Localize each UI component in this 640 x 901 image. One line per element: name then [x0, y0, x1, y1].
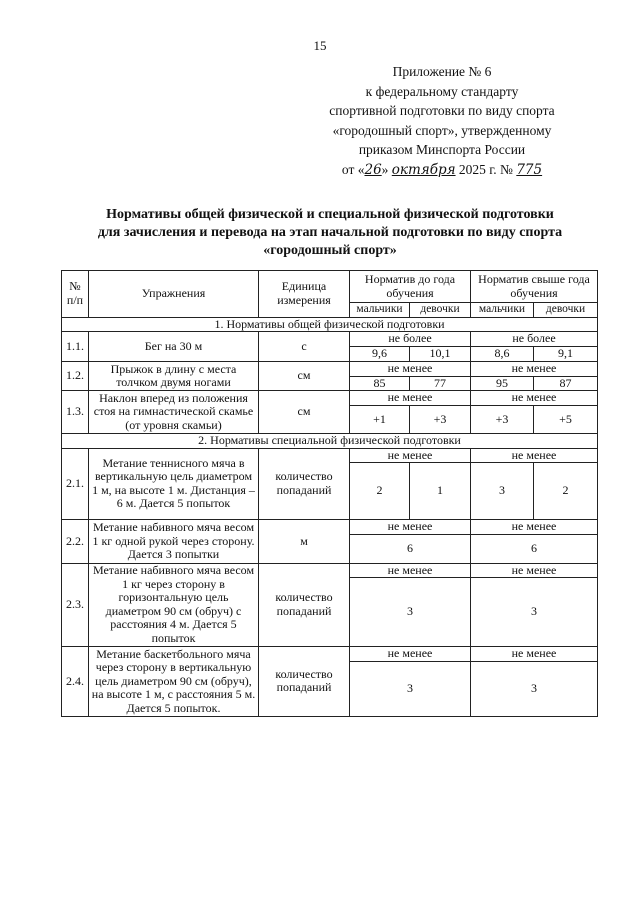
row-num: 1.1. [62, 332, 89, 362]
unit: количество попаданий [259, 563, 350, 647]
appendix-header [282, 62, 602, 180]
value-cell: 9,1 [534, 346, 598, 362]
title-line: для зачисления и перевода на этап начальной подготовки по виду спорта [97, 225, 563, 240]
condition: не менее [350, 391, 471, 406]
appendix-line: Приложение № 6 [392, 64, 492, 79]
value-cell: 95 [471, 376, 534, 391]
value-cell: 85 [350, 376, 410, 391]
value-cell: 8,6 [471, 346, 534, 362]
exercise-name: Метание набивного мяча весом 1 кг через сторону в горизонтальную цель диаметром 90 см (обруч) с расстояния 4 м. Дается 5 попыток [89, 563, 259, 647]
section-heading: 2. Нормативы специальной физической подготовки [62, 434, 598, 449]
value-cell: +1 [350, 406, 410, 434]
unit: количество попаданий [259, 448, 350, 520]
header-girls: девочки [410, 303, 471, 318]
unit: количество попаданий [259, 647, 350, 717]
condition: не менее [471, 391, 598, 406]
condition: не менее [350, 520, 471, 535]
date-prefix: от « [341, 161, 365, 177]
title-line: «городошный спорт» [263, 243, 397, 258]
row-num: 2.4. [62, 647, 89, 717]
exercise-name: Метание теннисного мяча в вертикальную цель диаметром 1 м, на высоте 1 м. Дистанция – 6 м. Дается 5 попыток [89, 448, 259, 520]
header-unit: Единица измерения [259, 271, 350, 318]
value-cell: +3 [471, 406, 534, 434]
appendix-line: к федеральному стандарту [365, 83, 519, 99]
value-cell: 1 [410, 463, 471, 520]
header-girls: девочки [534, 303, 598, 318]
condition: не более [350, 332, 471, 347]
value-cell: 3 [471, 463, 534, 520]
date-mid: » [381, 161, 389, 177]
header-group-1: Норматив до года обучения [350, 271, 471, 303]
value-cell: 3 [350, 661, 471, 716]
appendix-line: «городошный спорт», утвержденному [332, 122, 552, 138]
document-title [60, 206, 600, 260]
exercise-name: Наклон вперед из положения стоя на гимнастической скамье (от уровня скамьи) [89, 391, 259, 434]
value-cell: 6 [471, 534, 598, 563]
unit: с [259, 332, 350, 362]
date-month: октября [391, 161, 456, 178]
header-group-2: Норматив свыше года обучения [471, 271, 598, 303]
page-number: 15 [313, 38, 327, 53]
unit: м [259, 520, 350, 564]
condition: не менее [471, 520, 598, 535]
value-cell: 3 [471, 578, 598, 647]
value-cell: +3 [410, 406, 471, 434]
condition: не менее [350, 647, 471, 662]
header-num: № п/п [62, 271, 89, 318]
condition: не менее [471, 448, 598, 463]
appendix-line: спортивной подготовки по виду спорта [329, 103, 555, 118]
condition: не менее [350, 563, 471, 578]
row-num: 2.1. [62, 448, 89, 520]
norms-table [61, 270, 598, 717]
appendix-line: приказом Минспорта России [358, 142, 526, 157]
row-num: 2.3. [62, 563, 89, 647]
condition: не менее [471, 362, 598, 377]
value-cell: 3 [471, 661, 598, 716]
header-boys: мальчики [471, 303, 534, 318]
exercise-name: Метание набивного мяча весом 1 кг одной рукой через сторону. Дается 3 попытки [89, 520, 259, 564]
order-number: 775 [516, 161, 543, 178]
section-heading: 1. Нормативы общей физической подготовки [62, 317, 598, 332]
exercise-name: Прыжок в длину с места толчком двумя ногами [89, 362, 259, 391]
row-num: 1.2. [62, 362, 89, 391]
exercise-name: Бег на 30 м [89, 332, 259, 362]
value-cell: 3 [350, 578, 471, 647]
header-exercise: Упражнения [89, 271, 259, 318]
condition: не менее [350, 362, 471, 377]
value-cell: 9,6 [350, 346, 410, 362]
date-day: 26 [364, 161, 382, 178]
value-cell: 2 [350, 463, 410, 520]
condition: не более [471, 332, 598, 347]
order-date-line [282, 160, 602, 181]
unit: см [259, 362, 350, 391]
condition: не менее [471, 563, 598, 578]
value-cell: 87 [534, 376, 598, 391]
title-line: Нормативы общей физической и специальной физической подготовки [106, 207, 554, 222]
value-cell: 77 [410, 376, 471, 391]
date-year: 2025 г. № [458, 161, 513, 177]
unit: см [259, 391, 350, 434]
value-cell: 10,1 [410, 346, 471, 362]
condition: не менее [471, 647, 598, 662]
value-cell: 2 [534, 463, 598, 520]
row-num: 1.3. [62, 391, 89, 434]
value-cell: +5 [534, 406, 598, 434]
condition: не менее [350, 448, 471, 463]
row-num: 2.2. [62, 520, 89, 564]
value-cell: 6 [350, 534, 471, 563]
header-boys: мальчики [350, 303, 410, 318]
exercise-name: Метание баскетбольного мяча через сторону в вертикальную цель диаметром 90 см (обруч), на высоте 1 м, с расстояния 5 м. Дается 5 попыток. [89, 647, 259, 717]
